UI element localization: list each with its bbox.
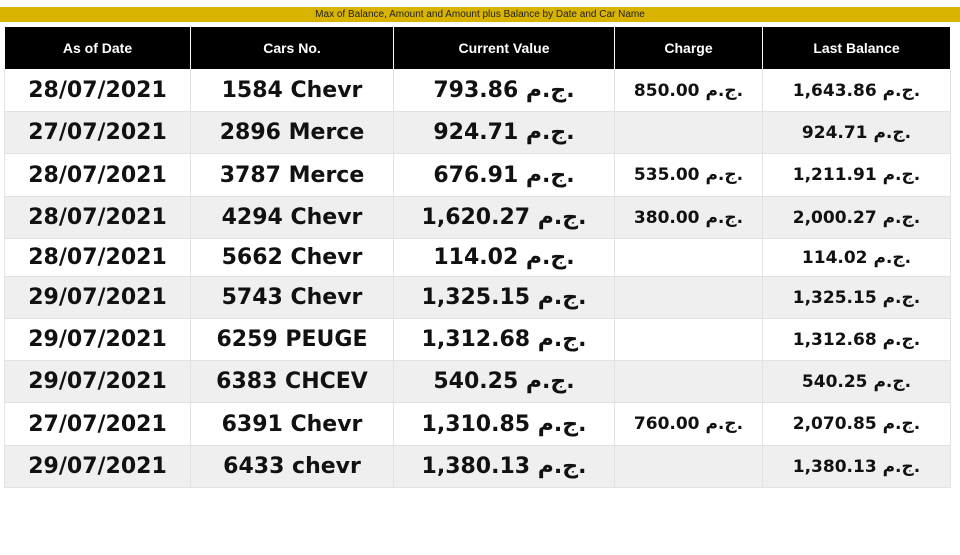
- table-header-row: [5, 27, 951, 70]
- charge-cell: 850.00 ج.م.: [615, 70, 763, 112]
- current-value-cell: 114.02 ج.م.: [394, 239, 615, 277]
- charge-cell: [615, 239, 763, 277]
- table-row[interactable]: [5, 319, 951, 361]
- date-cell: 29/07/2021: [5, 319, 191, 361]
- car-cell: 5662 Chevr: [191, 239, 394, 277]
- last-balance-cell: 2,000.27 ج.م.: [763, 197, 951, 239]
- date-cell: 27/07/2021: [5, 403, 191, 446]
- table-row[interactable]: [5, 403, 951, 446]
- table-row[interactable]: [5, 154, 951, 197]
- car-cell: 6433 chevr: [191, 446, 394, 488]
- header-as-of-date[interactable]: As of Date: [5, 27, 191, 70]
- car-cell: 1584 Chevr: [191, 70, 394, 112]
- report-title: Max of Balance, Amount and Amount plus Balance by Date and Car Name: [0, 7, 960, 22]
- last-balance-cell: 540.25 ج.م.: [763, 361, 951, 403]
- date-cell: 29/07/2021: [5, 446, 191, 488]
- last-balance-cell: 1,325.15 ج.م.: [763, 277, 951, 319]
- car-cell: 4294 Chevr: [191, 197, 394, 239]
- header-cars-no[interactable]: Cars No.: [191, 27, 394, 70]
- charge-cell: [615, 319, 763, 361]
- car-cell: 2896 Merce: [191, 112, 394, 154]
- last-balance-cell: 1,643.86 ج.م.: [763, 70, 951, 112]
- charge-cell: 535.00 ج.م.: [615, 154, 763, 197]
- last-balance-cell: 1,380.13 ج.م.: [763, 446, 951, 488]
- date-cell: 29/07/2021: [5, 361, 191, 403]
- last-balance-cell: 2,070.85 ج.م.: [763, 403, 951, 446]
- date-cell: 27/07/2021: [5, 112, 191, 154]
- table-row[interactable]: [5, 112, 951, 154]
- current-value-cell: 924.71 ج.م.: [394, 112, 615, 154]
- data-table: [4, 26, 951, 488]
- car-cell: 6391 Chevr: [191, 403, 394, 446]
- header-last-balance[interactable]: Last Balance: [763, 27, 951, 70]
- table-row[interactable]: [5, 277, 951, 319]
- current-value-cell: 1,620.27 ج.م.: [394, 197, 615, 239]
- table-row[interactable]: [5, 197, 951, 239]
- date-cell: 28/07/2021: [5, 239, 191, 277]
- table-row[interactable]: [5, 239, 951, 277]
- last-balance-cell: 924.71 ج.م.: [763, 112, 951, 154]
- car-cell: 6259 PEUGE: [191, 319, 394, 361]
- current-value-cell: 1,312.68 ج.م.: [394, 319, 615, 361]
- table-row[interactable]: [5, 446, 951, 488]
- charge-cell: 380.00 ج.م.: [615, 197, 763, 239]
- car-cell: 6383 CHCEV: [191, 361, 394, 403]
- date-cell: 28/07/2021: [5, 154, 191, 197]
- charge-cell: [615, 277, 763, 319]
- last-balance-cell: 1,312.68 ج.م.: [763, 319, 951, 361]
- current-value-cell: 1,380.13 ج.م.: [394, 446, 615, 488]
- date-cell: 28/07/2021: [5, 70, 191, 112]
- current-value-cell: 540.25 ج.م.: [394, 361, 615, 403]
- header-current-value[interactable]: Current Value: [394, 27, 615, 70]
- charge-cell: 760.00 ج.م.: [615, 403, 763, 446]
- data-table-container: [4, 26, 950, 488]
- table-row[interactable]: [5, 70, 951, 112]
- date-cell: 28/07/2021: [5, 197, 191, 239]
- current-value-cell: 793.86 ج.م.: [394, 70, 615, 112]
- car-cell: 5743 Chevr: [191, 277, 394, 319]
- charge-cell: [615, 112, 763, 154]
- last-balance-cell: 114.02 ج.م.: [763, 239, 951, 277]
- car-cell: 3787 Merce: [191, 154, 394, 197]
- charge-cell: [615, 361, 763, 403]
- date-cell: 29/07/2021: [5, 277, 191, 319]
- table-row[interactable]: [5, 361, 951, 403]
- table-body: [5, 70, 951, 488]
- current-value-cell: 1,310.85 ج.م.: [394, 403, 615, 446]
- last-balance-cell: 1,211.91 ج.م.: [763, 154, 951, 197]
- charge-cell: [615, 446, 763, 488]
- current-value-cell: 1,325.15 ج.م.: [394, 277, 615, 319]
- header-charge[interactable]: Charge: [615, 27, 763, 70]
- current-value-cell: 676.91 ج.م.: [394, 154, 615, 197]
